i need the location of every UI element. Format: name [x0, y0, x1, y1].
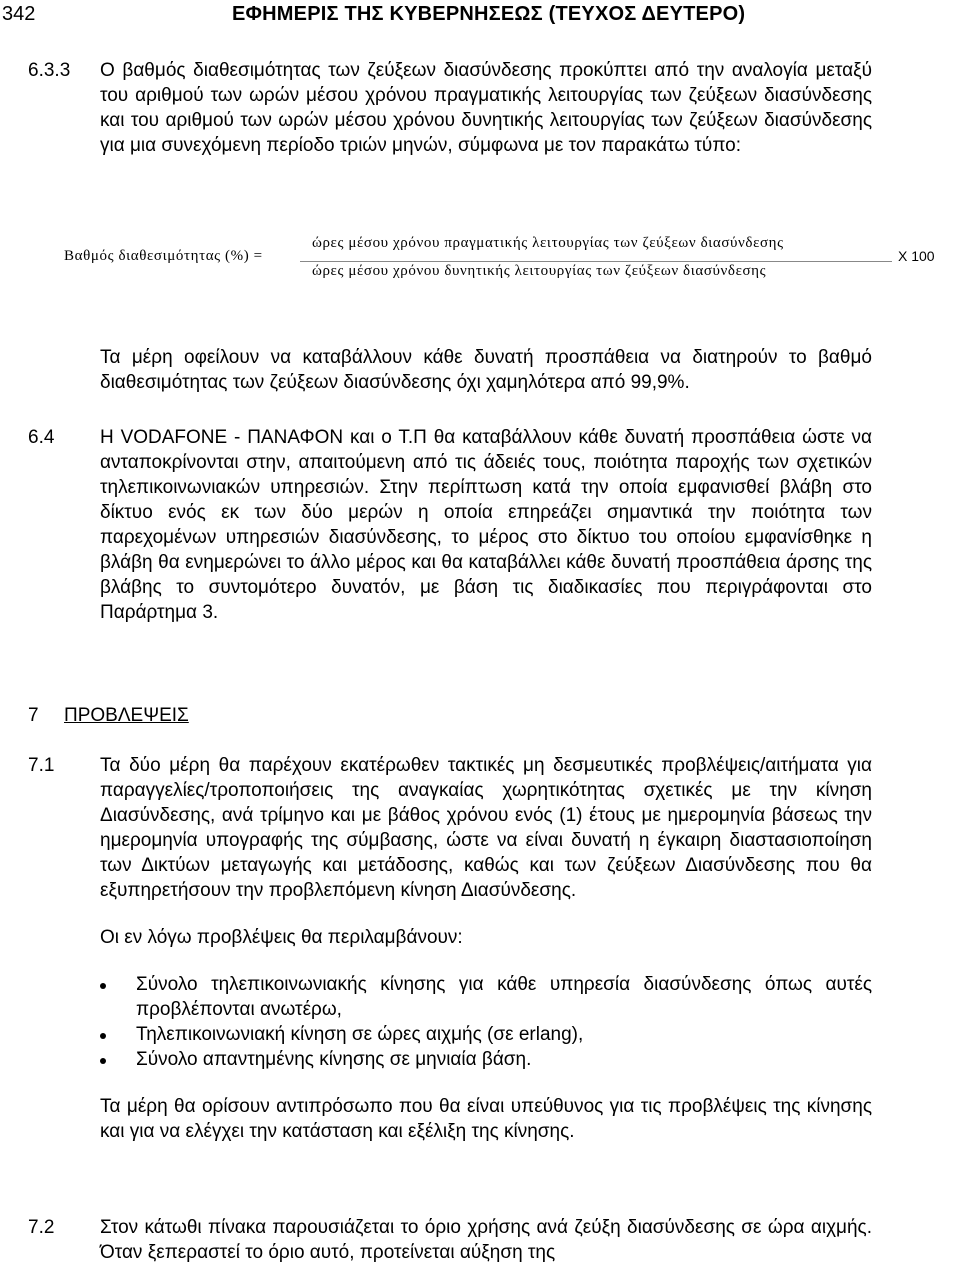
section-number-7: 7 [28, 705, 39, 726]
availability-formula [0, 230, 960, 290]
fraction-line [300, 261, 892, 262]
paragraph: Στον κάτωθι πίνακα παρουσιάζεται το όριο χρήσης ανά ζεύξη διασύνδεσης σε ώρα αιχμής. Όταν ξεπεραστεί το όριο αυτό, προτείνεται αύξηση της [100, 1217, 872, 1263]
paragraph: Η VODAFONE - ΠΑΝΑΦΟΝ και ο Τ.Π θα καταβάλλουν κάθε δυνατή προσπάθεια ώστε να ανταποκρίνονται στην, απαιτούμενη από τις άδειές τους, ποιότητα παροχής των σχετικών τηλεπικοινωνιακών υπηρεσιών. Στην περίπτωση κατά την οποία εμφανισθεί βλάβη στο δίκτυο ενός εκ των δύο μερών η οποία επηρεάζει σημαντικά την ποιότητα των παρεχομένων υπηρεσιών διασύνδεσης, το μέρος στο δίκτυο του οποίου εμφανίσθηκε η βλάβη θα ενημερώνει το άλλο μέρος και θα καταβάλλει κάθε δυνατή προσπάθεια άρσης της βλάβης το συντομότερο δυνατόν, με βάση τις διαδικασίες που περιγράφονται στο Παράρτημα 3. [100, 427, 872, 623]
list-item: Σύνολο τηλεπικοινωνιακής κίνησης για κάθε υπηρεσία διασύνδεσης όπως αυτές προβλέπονται ανωτέρω, [100, 972, 872, 1022]
bullet-icon [100, 983, 106, 989]
paragraph: Τα μέρη οφείλουν να καταβάλλουν κάθε δυνατή προσπάθεια να διατηρούν το βαθμό διαθεσιμότητας των ζεύξεων διασύνδεσης όχι χαμηλότερα από 99,9%. [100, 347, 872, 393]
section-7-2-text [100, 1215, 872, 1265]
list-item: Τηλεπικοινωνιακή κίνηση σε ώρες αιχμής (σε erlang), [100, 1022, 872, 1047]
section-6-3-3-text [100, 58, 872, 158]
gazette-title: ΕΦΗΜΕΡΙΣ ΤΗΣ ΚΥΒΕΡΝΗΣΕΩΣ (ΤΕΥΧΟΣ ΔΕΥΤΕΡΟ) [232, 3, 746, 25]
bullet-icon [100, 1058, 106, 1064]
section-number-7-2: 7.2 [28, 1217, 55, 1238]
section-7-title: ΠΡΟΒΛΕΨΕΙΣ [64, 705, 189, 726]
section-number-6-3-3: 6.3.3 [28, 60, 71, 81]
section-number-7-1: 7.1 [28, 755, 55, 776]
formula-multiplier: X 100 [898, 248, 935, 264]
list-item: Σύνολο απαντημένης κίνησης σε μηνιαία βάση. [100, 1047, 872, 1072]
page-header [0, 2, 960, 30]
forecast-list [100, 972, 872, 1072]
paragraph: Τα δύο μέρη θα παρέχουν εκατέρωθεν τακτικές μη δεσμευτικές προβλέψεις/αιτήματα για παραγγελίες/τροποποιήσεις της αναγκαίας χωρητικότητας σχετικές με την κίνηση Διασύνδεσης, ανά τρίμηνο και με βάθος χρόνου ενός (1) έτους με ημερομηνία βάσεως την ημερομηνία υπογραφής της σύμβασης, ώστε να είναι δυνατή η έγκαιρη διαστασιοποίηση των Δικτύων μεταγωγής και μετάδοσης, καθώς και των ζεύξεων Διασύνδεσης που θα εξυπηρετήσουν την προβλεπόμενη κίνηση Διασύνδεσης. [100, 755, 872, 901]
closing-paragraph: Τα μέρη θα ορίσουν αντιπρόσωπο που θα είναι υπεύθυνος για τις προβλέψεις της κίνησης και για να ελέγχει την κατάσταση και εξέλιξη της κίνησης. [100, 1096, 872, 1142]
formula-label: Βαθμός διαθεσιμότητας (%) = [64, 248, 263, 264]
section-7-heading [28, 703, 189, 728]
availability-note [100, 345, 872, 395]
section-number-6-4: 6.4 [28, 427, 55, 448]
bullets-intro: Οι εν λόγω προβλέψεις θα περιλαμβάνουν: [100, 927, 463, 948]
page-number: 342 [2, 3, 36, 25]
bullet-icon [100, 1033, 106, 1039]
paragraph: Ο βαθμός διαθεσιμότητας των ζεύξεων διασύνδεσης προκύπτει από την αναλογία μεταξύ του αριθμού των ωρών μέσου χρόνου πραγματικής λειτουργίας των ζεύξεων διασύνδεσης και του αριθμού των ωρών μέσου χρόνου δυνητικής λειτουργίας των ζεύξεων διασύνδεσης για μια συνεχόμενη περίοδο τριών μηνών, σύμφωνα με τον παρακάτω τύπο: [100, 60, 872, 156]
section-6-4-text [100, 425, 872, 625]
formula-numerator: ώρες μέσου χρόνου πραγματικής λειτουργίας των ζεύξεων διασύνδεσης [312, 235, 784, 251]
formula-denominator: ώρες μέσου χρόνου δυνητικής λειτουργίας των ζεύξεων διασύνδεσης [312, 263, 767, 279]
section-7-1-text [100, 753, 872, 1144]
